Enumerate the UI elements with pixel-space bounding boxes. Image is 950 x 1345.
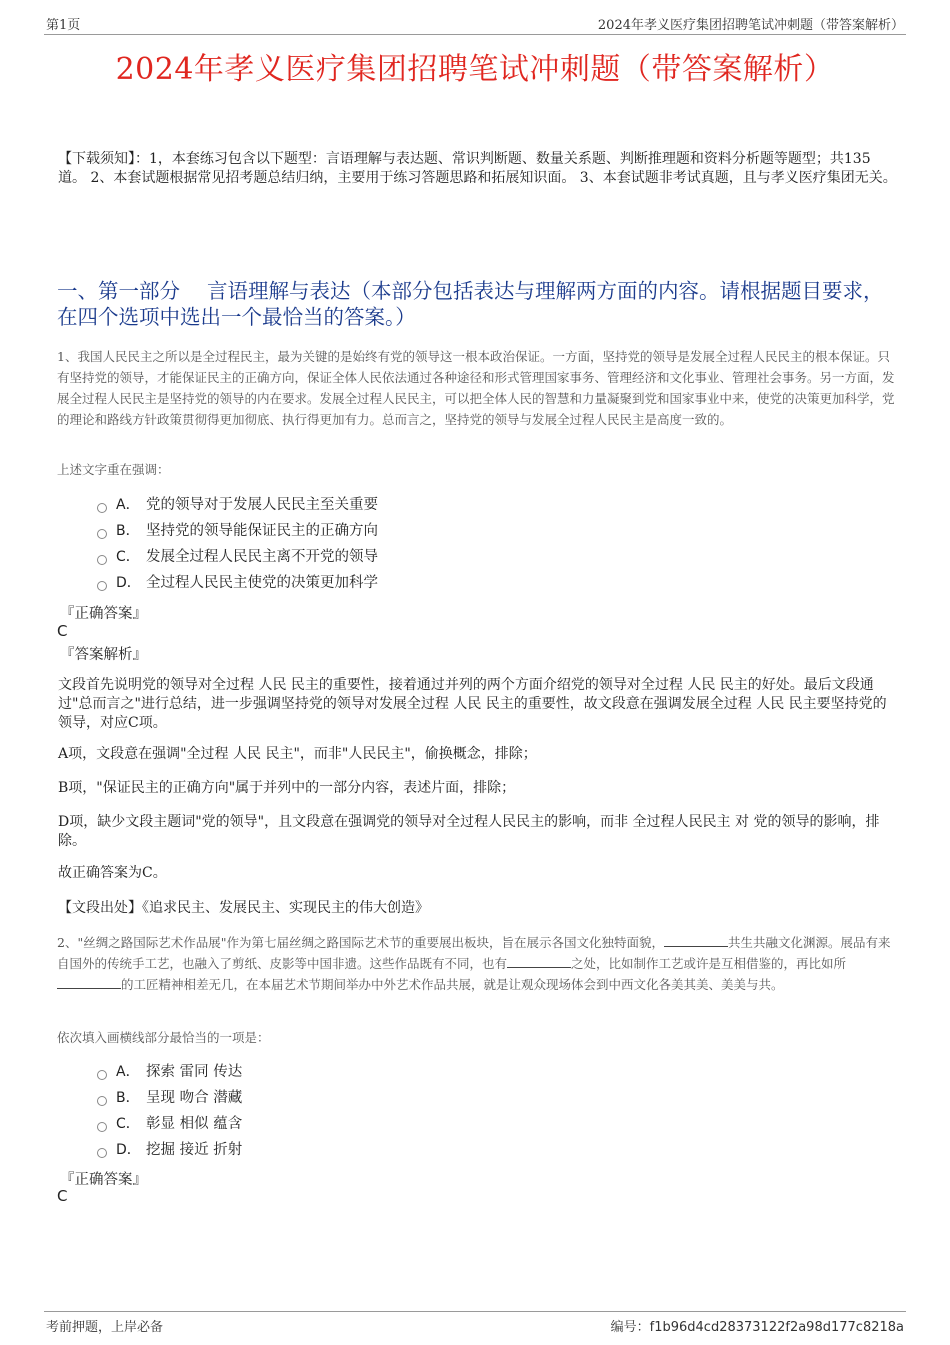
fill-blank bbox=[57, 976, 121, 989]
radio-icon[interactable] bbox=[97, 1096, 107, 1106]
analysis-paragraph: D项，缺少文段主题词"党的领导"，且文段意在强调党的领导对全过程人民民主的影响，而非 全过程人民民主 对 党的领导的影响，排除。 bbox=[58, 814, 880, 849]
footer-divider bbox=[44, 1311, 906, 1312]
fill-blank bbox=[664, 934, 728, 947]
section-heading: 一、第一部分 言语理解与表达（本部分包括表达与理解两方面的内容。请根据题目要求，在四个选项中选出一个最恰当的答案。） bbox=[57, 279, 884, 329]
radio-icon[interactable] bbox=[97, 529, 107, 539]
page-number: 第1页 bbox=[46, 18, 81, 33]
download-notice: 【下载须知】：1，本套练习包含以下题型：言语理解与表达题、常识判断题、数量关系题、判断推理题和资料分析题等题型；共135道。 2、本套试题根据常见招考题总结归纳，主要用于练习答题思路和拓展知识面。 3、本套试题非考试真题，且与孝义医疗集团无关。 bbox=[58, 151, 897, 186]
analysis-source: 【文段出处】《追求民主、发展民主、实现民主的伟大创造》 bbox=[58, 900, 429, 916]
analysis-paragraph: 文段首先说明党的领导对全过程 人民 民主的重要性，接着通过并列的两个方面介绍党的领导对全过程 人民 民主的好处。最后文段通过"总而言之"进行总结，进一步强调坚持党的领导对发展全过程 人民 民主的重要性，故文段意在强调发展全过程 人民 民主要坚持党的领导，对应C项。 bbox=[58, 677, 887, 731]
question-2-stem: 2、"丝绸之路国际艺术作品展"作为第七届丝绸之路国际艺术节的重要展出板块，旨在展示各国文化独特面貌， 共生共融文化渊源。展品有来自国外的传统手工艺，也融入了剪纸、皮影等中国非遗。这些作品既有不同，也有 之处，比如制作工艺或许是互相借鉴的，再比如所的工匠精神相差无几，在本届艺术节期间举办中外艺术作品共展，就是让观众现场体会到中西文化各美其美、美美与共。 bbox=[57, 935, 891, 992]
footer-code-label: 编号： bbox=[610, 1320, 650, 1335]
header-doc-title: 2024年孝义医疗集团招聘笔试冲刺题（带答案解析） bbox=[597, 18, 904, 33]
question-2-prompt: 依次填入画横线部分最恰当的一项是： bbox=[57, 1030, 270, 1045]
radio-icon[interactable] bbox=[97, 1122, 107, 1132]
radio-icon[interactable] bbox=[97, 581, 107, 591]
page-title: 2024年孝义医疗集团招聘笔试冲刺题（带答案解析） bbox=[115, 52, 835, 87]
fill-blank bbox=[507, 955, 571, 968]
question-1-stem: 1、我国人民民主之所以是全过程民主，最为关键的是始终有党的领导这一根本政治保证。一方面，坚持党的领导是发展全过程人民民主的根本保证。只有坚持党的领导，才能保证民主的正确方向，保证全体人民依法通过各种途径和形式管理国家事务、管理经济和文化事业、管理社会事务。另一方面，发展全过程人民民主是坚持党的领导的内在要求。发展全过程人民民主，可以把全体人民的智慧和力量凝聚到党和国家事业中来，使党的决策更加科学，党的理论和路线方针政策贯彻得更加彻底、执行得更加有力。总而言之，坚持党的领导与发展全过程人民民主是高度一致的。 bbox=[57, 349, 895, 427]
question-2-option-d[interactable]: D． 挖掘 接近 折射 bbox=[97, 1139, 242, 1161]
question-1-answer: C bbox=[57, 622, 68, 640]
question-1-option-b[interactable]: B． 坚持党的领导能保证民主的正确方向 bbox=[97, 520, 378, 542]
analysis-paragraph: B项，"保证民主的正确方向"属于并列中的一部分内容，表述片面，排除； bbox=[58, 780, 516, 796]
header-divider bbox=[44, 34, 906, 35]
footer-code-value: f1b96d4cd28373122f2a98d177c8218a bbox=[649, 1320, 904, 1335]
question-2-answer-label: 『正确答案』 bbox=[60, 1172, 147, 1188]
radio-icon[interactable] bbox=[97, 1148, 107, 1158]
question-1-option-d[interactable]: D． 全过程人民民主使党的决策更加科学 bbox=[97, 572, 378, 594]
radio-icon[interactable] bbox=[97, 503, 107, 513]
question-1-analysis-label: 『答案解析』 bbox=[60, 647, 147, 663]
analysis-paragraph: A项，文段意在强调"全过程 人民 民主"，而非"人民民主"，偷换概念，排除； bbox=[58, 746, 537, 762]
question-1-option-a[interactable]: A． 党的领导对于发展人民民主至关重要 bbox=[97, 494, 378, 516]
analysis-conclusion: 故正确答案为C。 bbox=[58, 865, 167, 881]
question-2-option-b[interactable]: B． 呈现 吻合 潜藏 bbox=[97, 1087, 242, 1109]
question-1-answer-label: 『正确答案』 bbox=[60, 606, 147, 622]
question-2-option-a[interactable]: A． 探索 雷同 传达 bbox=[97, 1061, 242, 1083]
radio-icon[interactable] bbox=[97, 555, 107, 565]
question-1-prompt: 上述文字重在强调： bbox=[57, 462, 170, 477]
radio-icon[interactable] bbox=[97, 1070, 107, 1080]
footer-code bbox=[611, 1316, 904, 1335]
question-1-option-c[interactable]: C． 发展全过程人民民主离不开党的领导 bbox=[97, 546, 378, 568]
footer-slogan: 考前押题，上岸必备 bbox=[46, 1320, 164, 1335]
question-2-option-c[interactable]: C． 彰显 相似 蕴含 bbox=[97, 1113, 242, 1135]
question-2-answer: C bbox=[57, 1187, 68, 1205]
